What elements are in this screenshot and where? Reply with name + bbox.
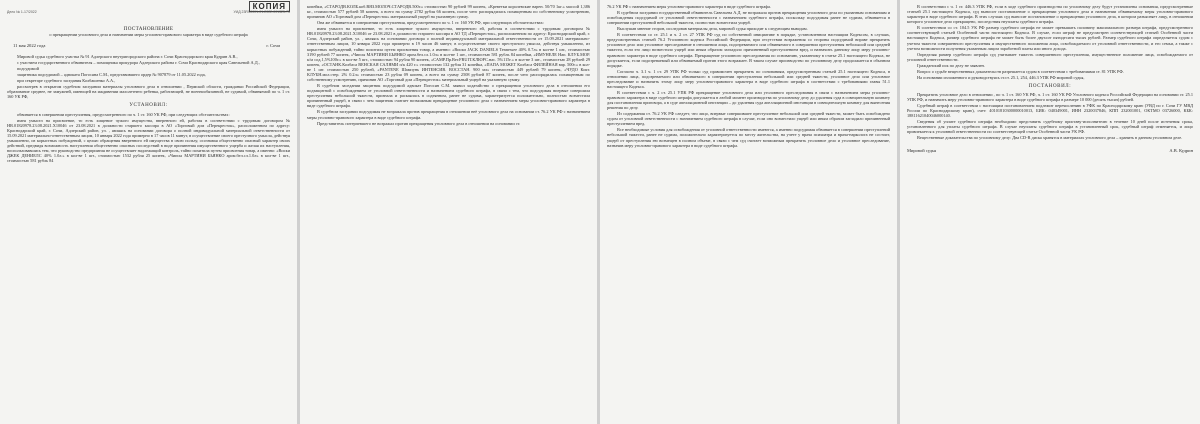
paragraph: Выслушав мнение сторон, исследовав материалы дела, мировой судья приходит к следующим выводам. [617,26,808,32]
paragraph: В судебном заседании подсудимая не возражала против прекращения в отношении неё уголовного дела на основании ст. 76.2 УК РФ с назначением меры уголовно-правового характера в виде судебного штрафа. [307,109,590,120]
paragraph: Вопрос о судьбе вещественных доказательств разрешается судом в соответствии с требованиями ст. 81 УПК РФ. [917,68,1124,74]
paragraph: защитника подсудимой – адвоката Погосяна С.М., представившего ордер № 907879 от 11.05.2022 года, [17,72,206,78]
document-page-4 [900,0,1200,424]
paragraph: Все необходимые условия для освобождения от уголовной ответственности имеются, а именно подсудимая обвиняется в совершении преступлений небольшой тяжести, ранее не судима, положительно характеризуется по месту жительства, на учете у врача психиатра и врача-нарколога не состоит, ущерб от преступления ею возмещен в полном объеме, в связи с чем суд считает возможным прекратить уголовное дело и уголовное преследование, назначив меру уголовно-правового характера в виде судебного штрафа. [607,127,890,148]
document-title: ПОСТАНОВЛЕНИЕ [123,26,174,33]
paragraph: Гражданский иск по делу не заявлен. [917,62,985,68]
section-heading-resolved: ПОСТАНОВИЛ: [1028,83,1072,89]
paragraph: подсудимой [17,66,39,72]
paragraph: Мировой судья судебного участка № 91 Адлерского внутригородского района г. Сочи Краснодарского края Кудрин А.В., [17,54,238,60]
uid-label: УИД 23RS0001-01-2022-001325-75 [233,10,290,14]
document-page-1 [0,0,297,424]
paragraph: В судебном заседании защитник подсудимой адвокат Погосян С.М. заявил ходатайство о прекращении уголовного дела в отношении его подзащитной с освобождением от уголовной ответственности и назначением судебного штрафа, в связи с тем, что подсудимая впервые совершила преступления небольшой тяжести, признала и раскаялась в содеянном, ранее не судима, характеризуется положительно, полностью возместила причиненный ущерб, в связи с чем защитник считает возможным прекращение уголовного дела с назначением меры уголовно-правового характера в виде судебного штрафа. [307,83,590,109]
paragraph: Определяя размер судебного штрафа суд учитывает тяжесть совершенного преступления, имущественное положение лица, освобождаемого от уголовной ответственности. [907,51,1193,62]
paragraph: В соответствии со ст. 104.5 УК РФ размер судебного штрафа не может превышать половину максимального размера штрафа, предусмотренного соответствующей статьей Особенной части настоящего Кодекса. В случае, если штраф не предусмотрен соответствующей статьей Особенной части настоящего Кодекса, размер судебного штрафа не может быть более двухсот пятидесяти тысяч рублей. Размер судебного штрафа определяется судом с учетом тяжести совершенного преступления и имущественного положения лица, освобождаемого от уголовной ответственности, и его семьи, а также с учетом возможности получения указанным лицом заработной платы или иного дохода. [907,25,1193,51]
document-page-2 [300,0,597,424]
paragraph: Вещественные доказательства по уголовному делу: Два CD-R диска хранятся в материалах уголовного дела – хранить в данном уголовном деле. [917,135,1183,141]
paragraph: Судебный штраф в соответствии с настоящим постановлением подлежит перечислению в УФК по Краснодарскому краю (УВД по г. Сочи ГУ МВД России по Краснодарскому краю), счет: 40101810300000010013, БИК: 040349001, ИНН 2320037846, КПП 232001001, ОКТМО 03726000, КБК: 18811621040046000140. [907,102,1193,119]
paragraph: имея умысел на присвоение, то есть хищение чужого имущества, вверенного ей, работая в соответствии с трудовым договором № HR.01820978.23.08.2021.X10046 от 23.08.2021 в должности старшего кассира в АО ТД «Перекресток», расположенном по адресу: Краснодарский край, г. Сочи, Адлерский район, ул. , являясь на основании договора о полной индивидуальной материальной ответственности от 15.09.2021 материально-ответственным лицом, 10 января 2022 года примерно в 19 часов 46 минут, в осуществление своего преступного умысла, действуя умышленно, из корыстных побуждений, тайно похитила путем присвоения товар, а именно: «Виски JACK DANIELS Tennessee 40% 0.7л» в кол-ве 1 шт., стоимостью 3190 рублей 77 копеек, «Чипсы МАРТИНИ БЬЯНКО аром.бел.сл.1.0л» в кол-ве 1 шт., стоимостью 581 рубль 84 копейки, «ИМУНЕЛЕ Нап. КЛУБ.МОР. к/м сод.1,5%100г.» в кол-ве 5 шт., стоимостью 94 рубля 90 копеек, «САМР.Пр.Вег.FRUIT.КЛЮРС.нас. 5%115г.» в кол-ве 3 шт., стоимостью 28 рублей 29 копеек, «ОСТАНК.Колбаса ВЕНСКАЯ САЛЯМИ п/к 420 г.» стоимостью 132 рубля 31 копейка, «ПАПА МОЖЕТ Колбаса ФИЛЕЙНАЯ вар. 500г.» в кол-ве 1 шт. стоимостью 250 рублей, «PANTENE Шампунь ИНТЕНСИВ. ВОССТАН. 900 мл» стоимостью 449 рублей 79 копеек, «ЧУДО Кокт. КЛУБН.мол.стер. 2% 0.2л» стоимостью 23 рубля 09 копеек, а всего на сумму 2508 рублей 87 копеек, после чего распорядилась похищенным по собственному усмотрению, причинив АО «Торговый дом «Перекресток» материальный ущерб на указанную сумму. [307,26,590,83]
paragraph: рассмотрев в открытом судебном заседании материалы уголовного дела в отношении , Пермской области, гражданки Российской Федерации, образование среднее, не замужней, имеющей на иждивении малолетнего ребенка, работающей, не военнообязанной, не судимой, обвиняемой по ч. 1 ст. 160 УК РФ, [7,84,290,100]
case-number: Дело № 1-17/2022 [7,10,37,14]
paragraph: Согласно ч. 3.1 ч. 1 ст. 29 УПК РФ только суд правомочен прекратить по основаниям, предусмотренным статьей 25.1 настоящего Кодекса, в отношении лица, подозреваемого или обвиняемого в совершении преступления небольшой или средней тяжести, уголовное дело или уголовное преследование и назначить этому лицу меру уголовно-правового характера в виде судебного штрафа в соответствии с требованиями главы 51.1 настоящего Кодекса. [607,68,890,89]
paragraph: с участием государственного обвинителя – помощника прокурора Адлерского района г. Сочи Краснодарского края Савельевой А.Д., [17,60,260,66]
copy-stamp: КОПИЯ [249,1,290,12]
paragraph: Сведения об уплате судебного штрафа необходимо представить судебному приставу-исполнителю в течение 10 дней после истечения срока, установленного для уплаты судебного штрафа. В случае неуплаты судебного штрафа в установленный срок, судебный штраф отменяется, и лицо привлекается к уголовной ответственности по соответствующей статье Особенной части УК РФ. [907,119,1193,135]
paragraph: Из содержания ст. 76.2 УК РФ следует, что лицо, впервые совершившее преступление небольшой или средней тяжести, может быть освобождено судом от уголовной ответственности с назначением судебного штрафа в случае, если оно возместило ущерб или иным образом загладило причиненный преступлением вред. [607,111,890,127]
signature-name: А.В. Кудрин [1169,148,1193,154]
paragraph: обвиняется в совершении преступления, предусмотренного по ч. 1 ст. 160 УК РФ, при следующих обстоятельствах: [17,111,230,117]
paragraph: Представитель потерпевшего не возражал против прекращения уголовного дела в отношении на основании ст. [317,120,521,126]
paragraph: 76.2 УК РФ с назначением меры уголовно-правового характера в виде судебного штрафа. [607,4,772,9]
signature-block [907,148,1193,153]
paragraph: Прекратить уголовное дело в отношении , по ч. 1 ст. 160 УК РФ, ч. 1 ст. 160 УК РФ Уголовного кодекса Российской Федерации на основании ст. 25.1 УПК РФ, и назначить меру уголовно-правового характера в виде судебного штрафа в размере 10 000 (десять тысяч) рублей. [907,91,1193,102]
document-page-3 [600,0,897,424]
date-place-row [13,43,280,48]
document-date: 11 мая 2022 года [13,43,46,49]
paragraph: имея умысел на присвоение, то есть хищение чужого имущества, вверенного ей, работая в соответствии с трудовым договором № HR.01820978.23.08.2021.X10046 от 23.08.2021 в должности старшего кассира в АО «Торговый дом «Перекресток», расположенном по адресу: Краснодарский край, г. Сочи, Адлерский район, ул. , являясь на основании договора о полной индивидуальной материальной ответственности от 15.09.2021 материально-ответственным лицом, 10 января 2022 года примерно в 17 часов 11 минут, в осуществление своего преступного умысла, действуя умышленно, из корыстных побуждений, с целью обращения вверенного ей имущества в свою пользу, осознавая общественно опасный характер своих действий, предвидя возможность наступления общественно опасных последствий в виде причинения имущественного ущерба и желая их наступления, воспользовавшись тем, что руководство предприятия не осуществляет надлежащий контроль, тайно похитила путем присвоения товар, а именно: «Виски ДЖЕК ДЕНИЕЛС 40% 1.0л.» в кол-ве 1 шт., стоимостью 1532 рубля 25 копеек, «Чипсы МАРТИНИ БЬЯНКО аром.бел.сл.1.0л» в кол-ве 1 шт., стоимостью 581 рубль 84 [7,117,290,164]
paragraph: копейки, «СТАРОДВ.КОЛБ.коб.ВЯЗ.МОЛОЧ.СТАРОДВ.500г.» стоимостью 90 рублей 99 копеек, «Креветки королевские варен. 50/70 1кг.» массой 1,386 кг., стоимостью 577 рублей 58 копеек, а всего на сумму 2782 рубля 66 копеек, после чего распорядилась похищенным по собственному усмотрению, причинив АО «Торговый дом «Перекресток» материальный ущерб на указанную сумму. [307,4,590,20]
section-heading-established: УСТАНОВИЛ: [129,103,168,109]
paragraph: В судебном заседании государственный обвинитель Савельева А.Д. не возражала против прекращения уголовного дела по указанным основаниям и освобождения подсудимой от уголовной ответственности с назначением судебного штрафа, поскольку подсудимая ранее не судима, обвиняется в совершении преступлений небольшой тяжести, полностью возместила ущерб. [607,9,890,26]
paragraph: В соответствии со ст. 25.1 и ч. 2 ст. 27 УПК РФ суд по собственной инициативе в порядке, установленном настоящим Кодексом, в случаях, предусмотренных статьей 76.2 Уголовного кодекса Российской Федерации, при отсутствии возражения со стороны подсудимой вправе прекратить уголовное дело или уголовное преследование в отношении лица, подозреваемого или обвиняемого в совершении преступления небольшой или средней тяжести, если это лицо возместило ущерб или иным образом загладило причиненный преступлением вред, и назначить данному лицу меру уголовно-правового характера в виде судебного штрафа. Прекращение уголовного преследования по основанию, указанному в статье 25.1 настоящего Кодекса, не допускается, если подозреваемый или обвиняемый против этого возражает. В таком случае производство по уголовному делу продолжается в обычном порядке. [607,32,890,68]
document-subtitle: о прекращении уголовного дела и назначении меры уголовно-правового характера в виде судебного штрафа [49,32,248,38]
paragraph: На основании изложенного и руководствуясь ст.ст. 25.1, 254, 446.3 УПК РФ мировой судья, [917,74,1085,80]
paragraph: В соответствии с ч. 2 ст. 25.1 УПК РФ прекращение уголовного дела или уголовного преследования в связи с назначением меры уголовно-правового характера в виде судебного штрафа допускается в любой момент производства по уголовному делу до удаления суда в совещательную комнату для постановления приговора, а в суде апелляционной инстанции – до удаления суда апелляционной инстанции в совещательную комнату для вынесения решения по делу. [607,89,890,111]
signature-role: Мировой судья [907,148,937,154]
paragraph: Она же обвиняется в совершении преступления, предусмотренного по ч. 1 ст. 160 УК РФ, при следующих обстоятельствах: [317,20,544,26]
paragraph: при секретаре судебного заседания Колбашенко А.А., [17,78,116,84]
paragraph: В соответствии с ч. 1 ст. 446.3 УПК РФ, если в ходе судебного производства по уголовному делу будут установлены основания, предусмотренные статьей 25.1 настоящего Кодекса, суд выносит постановление о прекращении уголовного дела и назначении обвиняемому меры уголовно-правового характера в виде судебного штрафа. В этих случаях суд выносит постановление о прекращении уголовного дела, в котором разъясняет лицу, в отношении которого уголовное дело прекращено, последствия неуплаты судебного штрафа. [907,4,1193,25]
document-city: г. Сочи [266,43,280,49]
